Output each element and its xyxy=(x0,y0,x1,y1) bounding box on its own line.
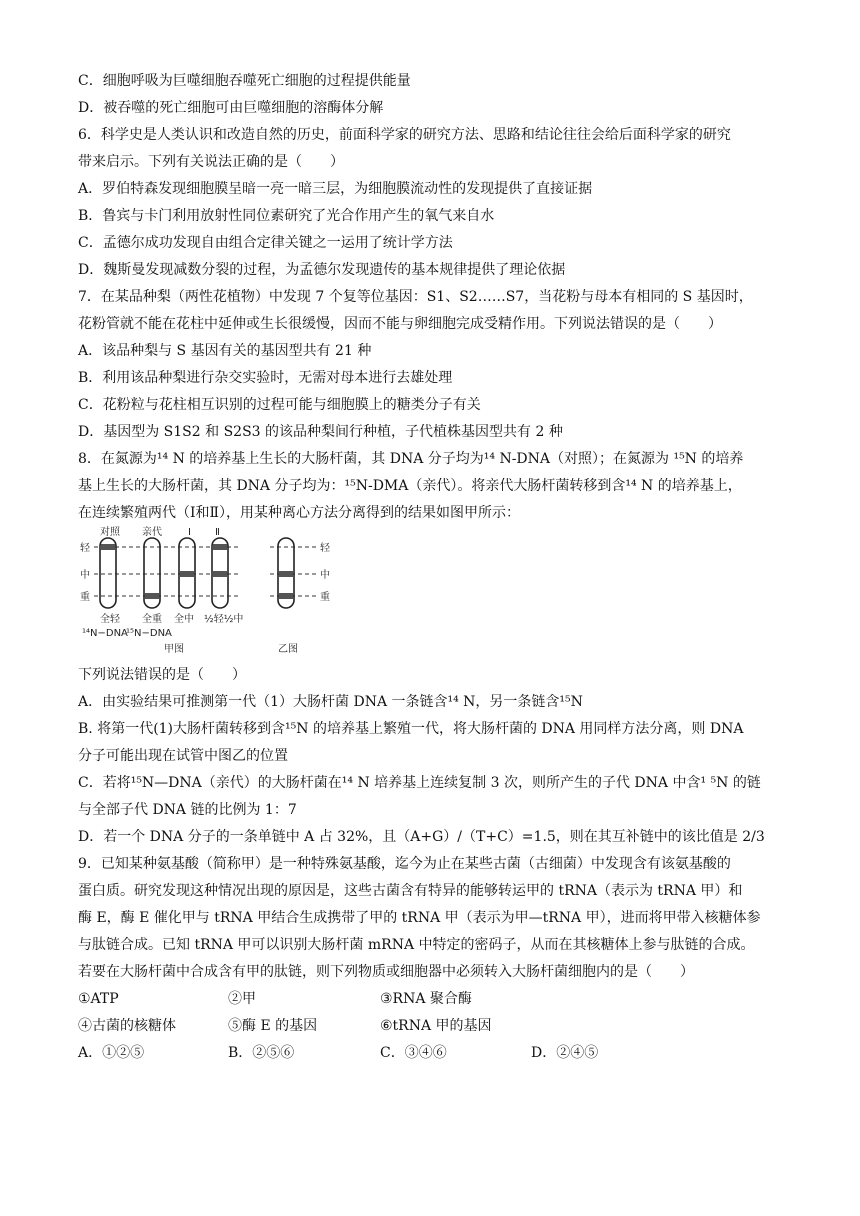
caption-figure-a: 甲图 xyxy=(164,644,184,655)
label-control: 对照 xyxy=(100,527,120,538)
q8-option-b-line-1: B. 将第一代(1)大肠杆菌转移到含¹⁵N 的培养基上繁殖一代，将大肠杆菌的 DNA 用同样方法分离，则 DNA xyxy=(78,721,744,737)
centrifuge-figure xyxy=(78,524,340,660)
q9-option-b: B．②⑤⑥ xyxy=(228,1045,295,1061)
result-generation-2: ½轻½中 xyxy=(204,614,244,625)
q6-option-a: A．罗伯特森发现细胞膜呈暗一亮一暗三层，为细胞膜流动性的发现提供了直接证据 xyxy=(78,181,593,197)
q8-option-c-line-1: C．若将¹⁵N—DNA（亲代）的大肠杆菌在¹⁴ N 培养基上连续复制 3 次，则所产生的子代 DNA 中含¹ ⁵N 的链 xyxy=(78,775,761,791)
label-generation-1: Ⅰ xyxy=(188,527,191,538)
label-mid-left: 中 xyxy=(80,570,90,581)
q9-option-d: D．②④⑤ xyxy=(531,1045,599,1061)
q9-option-c: C．③④⑥ xyxy=(380,1045,447,1061)
q8-stem-line-2: 基上生长的大肠杆菌，其 DNA 分子均为：¹⁵N-DMA（亲代）。将亲代大肠杆菌转移到含¹⁴ N 的培养基上， xyxy=(78,478,742,494)
q6-option-b: B．鲁宾与卡门利用放射性同位素研究了光合作用产生的氧气来自水 xyxy=(78,208,495,224)
q6-option-c: C．孟德尔成功发现自由组合定律关键之一运用了统计学方法 xyxy=(78,235,453,251)
q7-option-c: C．花粉粒与花柱相互识别的过程可能与细胞膜上的糖类分子有关 xyxy=(78,397,481,413)
q6-stem-line-2: 带来启示。下列有关说法正确的是（ ） xyxy=(78,154,344,170)
q5-option-d: D．被吞噬的死亡细胞可由巨噬细胞的溶酶体分解 xyxy=(78,100,384,116)
label-heavy-left: 重 xyxy=(80,592,90,603)
q7-option-a: A．该品种梨与 S 基因有关的基因型共有 21 种 xyxy=(78,343,372,359)
label-generation-2: Ⅱ xyxy=(215,527,220,538)
q7-stem-line-1: 7．在某品种梨（两性花植物）中发现 7 个复等位基因：S1、S2……S7，当花粉与母本有相同的 S 基因时， xyxy=(78,289,753,305)
q8-option-d: D．若一个 DNA 分子的一条单链中 A 占 32%，且（A+G）/（T+C）=1.5，则在其互补链中的该比值是 2/3 xyxy=(78,829,765,845)
q8-stem-line-1: 8．在氮源为¹⁴ N 的培养基上生长的大肠杆菌，其 DNA 分子均为¹⁴ N-DNA（对照）；在氮源为 ¹⁵N 的培养 xyxy=(78,451,744,467)
band-control-light xyxy=(101,544,115,550)
q8-option-c-line-2: 与全部子代 DNA 链的比例为 1：7 xyxy=(78,802,297,818)
label-light-left: 轻 xyxy=(80,543,90,554)
q9-item-4: ④古菌的核糖体 xyxy=(78,1018,176,1034)
label-dna-15: ¹⁵N−DNA xyxy=(126,628,172,639)
q6-option-d: D．魏斯曼发现减数分裂的过程，为孟德尔发现遗传的基本规律提供了理论依据 xyxy=(78,262,566,278)
result-control: 全轻 xyxy=(100,614,120,625)
q9-stem-line-4: 与肽链合成。已知 tRNA 甲可以识别大肠杆菌 mRNA 中特定的密码子，从而在其核糖体上参与肽链的合成。 xyxy=(78,937,755,953)
caption-figure-b: 乙图 xyxy=(278,644,298,655)
q9-item-1: ①ATP xyxy=(78,991,119,1007)
centrifuge-diagram xyxy=(78,524,340,660)
q5-option-c: C．细胞呼吸为巨噬细胞吞噬死亡细胞的过程提供能量 xyxy=(78,73,411,89)
q7-stem-line-2: 花粉管就不能在花柱中延伸或生长很缓慢，因而不能与卵细胞完成受精作用。下列说法错误的是（ ） xyxy=(78,316,722,332)
q6-stem-line-1: 6．科学史是人类认识和改造自然的历史，前面科学家的研究方法、思路和结论往往会给后面科学家的研究 xyxy=(78,127,731,143)
band-parent-heavy xyxy=(145,593,159,599)
q8-question: 下列说法错误的是（ ） xyxy=(78,667,246,683)
result-generation-1: 全中 xyxy=(174,614,194,625)
q7-option-b: B．利用该品种梨进行杂交实验时，无需对母本进行去雄处理 xyxy=(78,370,453,386)
q9-item-2: ②甲 xyxy=(228,991,256,1007)
result-parent: 全重 xyxy=(142,614,162,625)
q9-item-5: ⑤酶 E 的基因 xyxy=(228,1018,318,1034)
label-mid-right: 中 xyxy=(320,570,330,581)
q8-stem-line-3: 在连续繁殖两代（Ⅰ和Ⅱ），用某种离心方法分离得到的结果如图甲所示： xyxy=(78,505,521,521)
band-gen2-mid xyxy=(213,571,227,577)
q9-option-a: A．①②⑤ xyxy=(78,1045,145,1061)
band-gen1-mid xyxy=(180,571,194,577)
q9-stem-line-1: 9．已知某种氨基酸（简称甲）是一种特殊氨基酸，迄今为止在某些古菌（古细菌）中发现含有该氨基酸的 xyxy=(78,856,731,872)
band-gen2-light xyxy=(213,544,227,550)
label-parent: 亲代 xyxy=(142,527,162,538)
band-figure-b-mid xyxy=(279,571,293,577)
q8-option-b-line-2: 分子可能出现在试管中图乙的位置 xyxy=(78,748,288,764)
label-dna-14: ¹⁴N−DNA xyxy=(82,628,128,639)
q9-item-3: ③RNA 聚合酶 xyxy=(380,991,472,1007)
label-light-right: 轻 xyxy=(320,543,330,554)
q9-stem-line-2: 蛋白质。研究发现这种情况出现的原因是，这些古菌含有特异的能够转运甲的 tRNA（表示为 tRNA 甲）和 xyxy=(78,883,743,899)
q8-option-a: A．由实验结果可推测第一代（1）大肠杆菌 DNA 一条链含¹⁴ N，另一条链含¹⁵N xyxy=(78,694,583,710)
label-heavy-right: 重 xyxy=(320,592,330,603)
band-figure-b-heavy xyxy=(279,593,293,599)
q9-stem-line-3: 酶 E，酶 E 催化甲与 tRNA 甲结合生成携带了甲的 tRNA 甲（表示为甲—tRNA 甲），进而将甲带入核糖体参 xyxy=(78,910,761,926)
q7-option-d: D．基因型为 S1S2 和 S2S3 的该品种梨间行种植，子代植株基因型共有 2 种 xyxy=(78,424,563,440)
q9-item-6: ⑥tRNA 甲的基因 xyxy=(380,1018,492,1034)
q9-stem-line-5: 若要在大肠杆菌中合成含有甲的肽链，则下列物质或细胞器中必须转入大肠杆菌细胞内的是（ ） xyxy=(78,964,694,980)
